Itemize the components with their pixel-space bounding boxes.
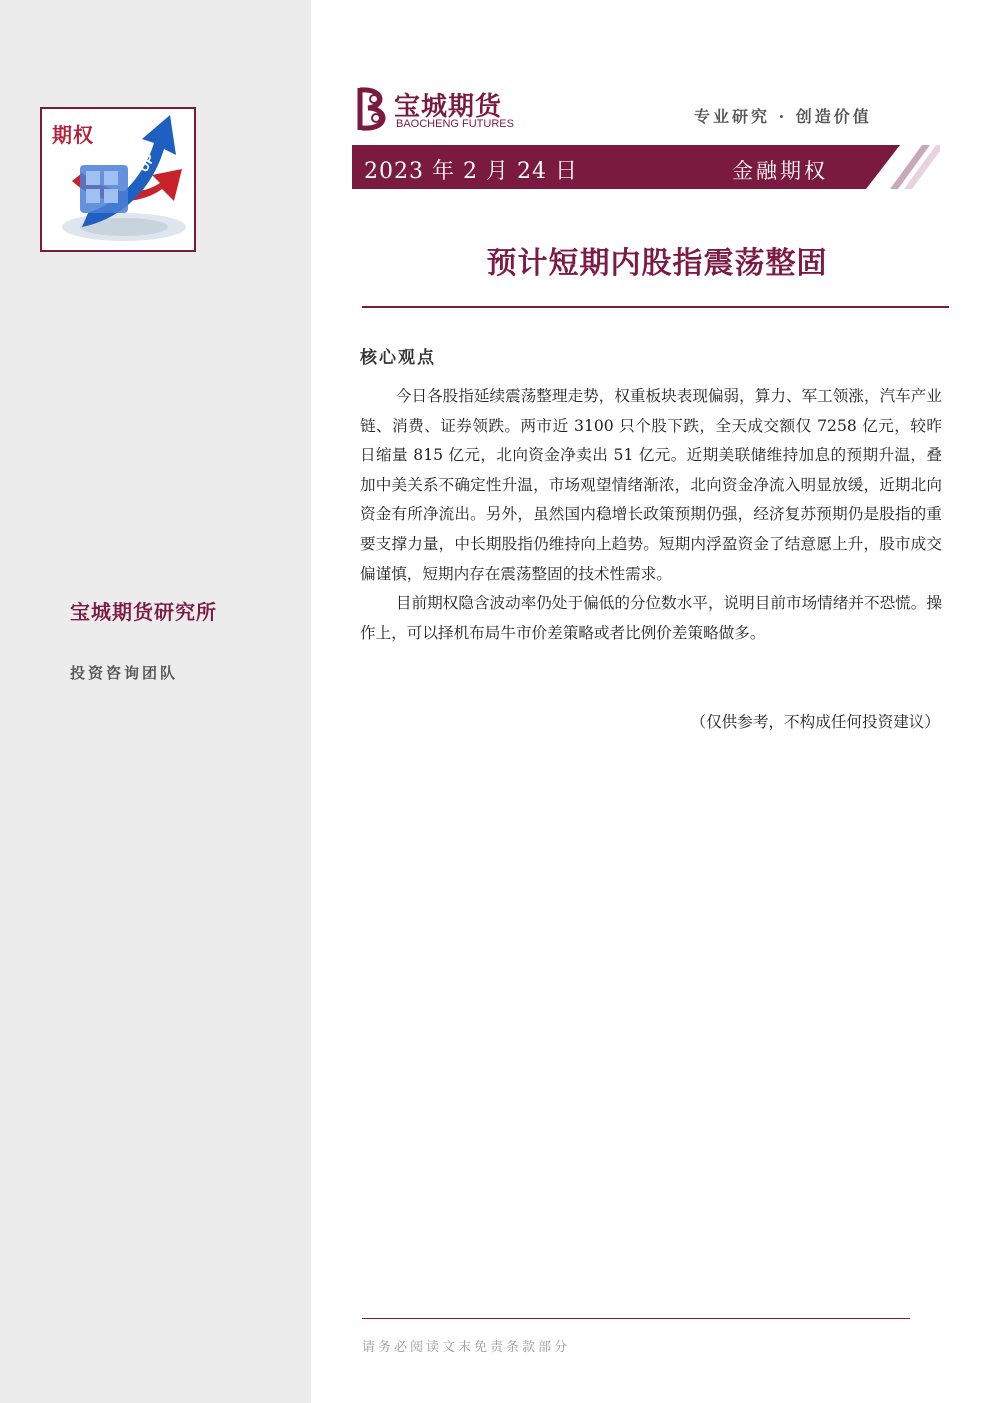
disclaimer: （仅供参考，不构成任何投资建议）: [690, 713, 940, 731]
sidebar: [0, 0, 311, 1403]
company-slogan: 专业研究 · 创造价值: [694, 107, 872, 126]
section-title: 核心观点: [360, 348, 436, 368]
article-body: [360, 382, 942, 648]
footer-note: 请务必阅读文末免责条款部分: [362, 1340, 571, 1355]
baocheng-logo-icon: [354, 86, 392, 132]
logo-english-name: BAOCHENG FUTURES: [396, 118, 514, 130]
team-name: 投资咨询团队: [70, 664, 179, 682]
footer-divider: [362, 1318, 910, 1319]
logo-chinese-name: 宝城期货: [394, 92, 503, 122]
report-date: 2023 年 2 月 24 日: [364, 159, 578, 184]
report-category: 金融期权: [732, 159, 828, 183]
options-cover-image: [40, 107, 196, 252]
company-logo: [354, 86, 524, 132]
cover-tag: 期权: [52, 123, 94, 147]
paragraph: 今日各股指延续震荡整理走势，权重板块表现偏弱，算力、军工领涨，汽车产业链、消费、证券领跌。两市近 3100 只个股下跌，全天成交额仅 7258 亿元，较昨日缩量 815 亿元，北向资金净卖出 51 亿元。近期美联储维持加息的预期升温，叠加中美关系不确定性升温，市场观望情绪渐浓，北向资金净流入明显放缓，近期北向资金有所净流出。另外，虽然国内稳增长政策预期仍强，经济复苏预期仍是股指的重要支撑力量，中长期股指仍维持向上趋势。短期内浮盈资金了结意愿上升，股市成交偏谨慎，短期内存在震荡整固的技术性需求。: [360, 387, 942, 583]
cover-down-text: DO: [157, 195, 179, 219]
paragraph: 目前期权隐含波动率仍处于偏低的分位数水平，说明目前市场情绪并不恐慌。操作上，可以择机布局牛市价差策略或者比例价差策略做多。: [360, 594, 942, 642]
title-divider: [362, 306, 949, 308]
institute-name: 宝城期货研究所: [70, 600, 217, 624]
date-banner: [352, 145, 940, 189]
article-title: 预计短期内股指震荡整固: [486, 246, 828, 281]
cover-up-text: UP: [135, 151, 158, 175]
